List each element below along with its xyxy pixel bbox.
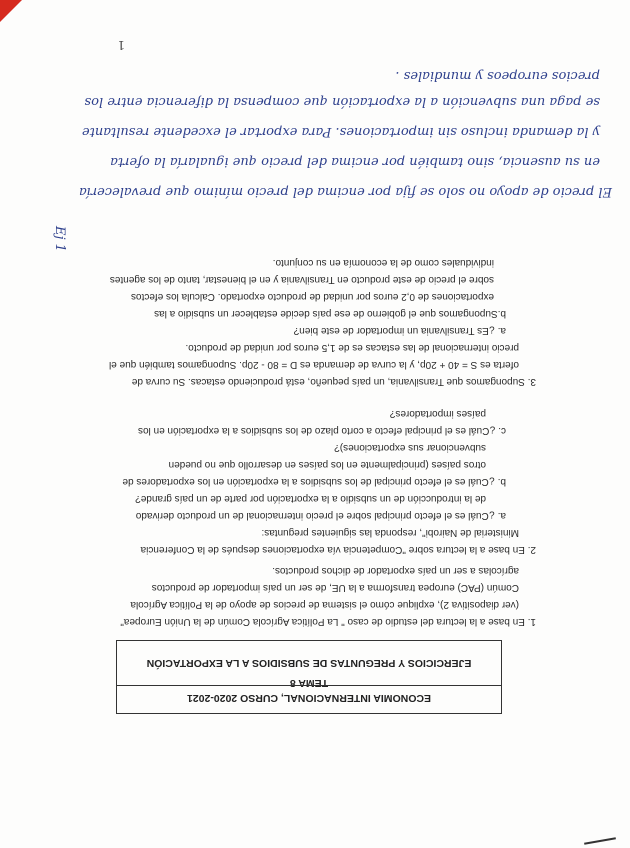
- q1-line: 1. En base a la lectura del estudio de caso " La Política Agrícola Común de la Unión Europea": [120, 616, 536, 627]
- q3-line: a. ¿Es Transilvania un importador de este bien?: [293, 325, 506, 336]
- question-3: [96, 254, 536, 390]
- q2-line: c. ¿Cuál es el principal efecto a corto plazo de los subsidios a la exportación en los: [138, 425, 506, 436]
- q3-line: sobre el precio de este producto en Transilvania y en el bienestar, tanto de los agentes: [109, 274, 494, 285]
- q1-line: Común (PAC) europea transforma a la UE, de ser un país importador de productos: [151, 582, 519, 593]
- q3-line: oferta es S = 40 + 20p, y la curva de demanda es D = 80 - 20p. Supongamos también que el: [109, 359, 519, 370]
- course-title: ECONOMIA INTERNACIONAL, CURSO 2020-2021: [186, 692, 432, 704]
- q3-line: 3. Supongamos que Transilvania, un país pequeño, está produciendo estacas. Su curva de: [131, 376, 536, 387]
- question-1: [96, 562, 536, 630]
- q2-line: subvencionar sus exportaciones)?: [334, 442, 486, 453]
- handwritten-answer-line: en su ausencia, sino también por encima del precio que igualaría la oferta: [110, 154, 600, 169]
- q3-line: individuales como de la economía en su conjunto.: [272, 257, 494, 268]
- handwritten-answer-line: precios europeos y mundiales .: [395, 68, 600, 83]
- exercise-subtitle: EJERCICIOS Y PREGUNTAS DE SUBSIDIOS A LA EXPORTACIÓN: [146, 657, 472, 669]
- topic-title: TEMA 8: [289, 677, 329, 689]
- handwritten-answer-line: El precio de apoyo no solo se fija por encima del precio mínimo que prevalecería: [78, 184, 612, 199]
- header-divider: [117, 685, 501, 686]
- q2-line: Ministerial de Nairobi", responda las siguientes preguntas:: [261, 527, 519, 538]
- q1-line: (ver diapositiva 2), explique cómo el sistema de precios de apoyo de la Política Agrícola: [130, 599, 519, 610]
- handwritten-page-number: 1: [117, 38, 125, 52]
- q2-line: a. ¿Cuál es el efecto principal sobre el precio internacional de un producto derivado: [135, 510, 506, 521]
- handwritten-exercise-label: Ej 1: [52, 226, 67, 252]
- q2-line: otros países (principalmente en los países en desarrollo que no pueden: [168, 459, 486, 470]
- q3-line: exportaciones de 0,2 euros por unidad de producto exportado. Calcula los efectos: [130, 291, 494, 302]
- q2-line: b. ¿Cuál es el efecto principal de los subsidios a la exportación en los exportadores de: [122, 476, 506, 487]
- question-2: [96, 405, 536, 558]
- handwritten-answer-line: se paga una subvención a la exportación que compensa la diferencia entre los: [84, 94, 600, 109]
- handwritten-answer-line: y la demanda incluso sin importaciones. Para exportar el excedente resultante: [81, 124, 600, 139]
- q1-line: agrícolas a ser un país exportador de dichos productos.: [272, 565, 519, 576]
- q3-line: b.Supongamos que el gobierno de ese país decide establecer un subsidio a las: [154, 308, 506, 319]
- q2-line: 2. En base a la lectura sobre "Competencia vía exportaciones después de la Conferencia: [140, 544, 536, 555]
- q2-line: países importadores?: [389, 408, 486, 419]
- q3-line: precio internacional de las estacas es de 1,5 euros por unidad de producto.: [185, 342, 519, 353]
- exercise-header-box: [116, 640, 502, 714]
- q2-line: de la introducción de un subsidio a la exportación por parte de un país grande?: [135, 493, 486, 504]
